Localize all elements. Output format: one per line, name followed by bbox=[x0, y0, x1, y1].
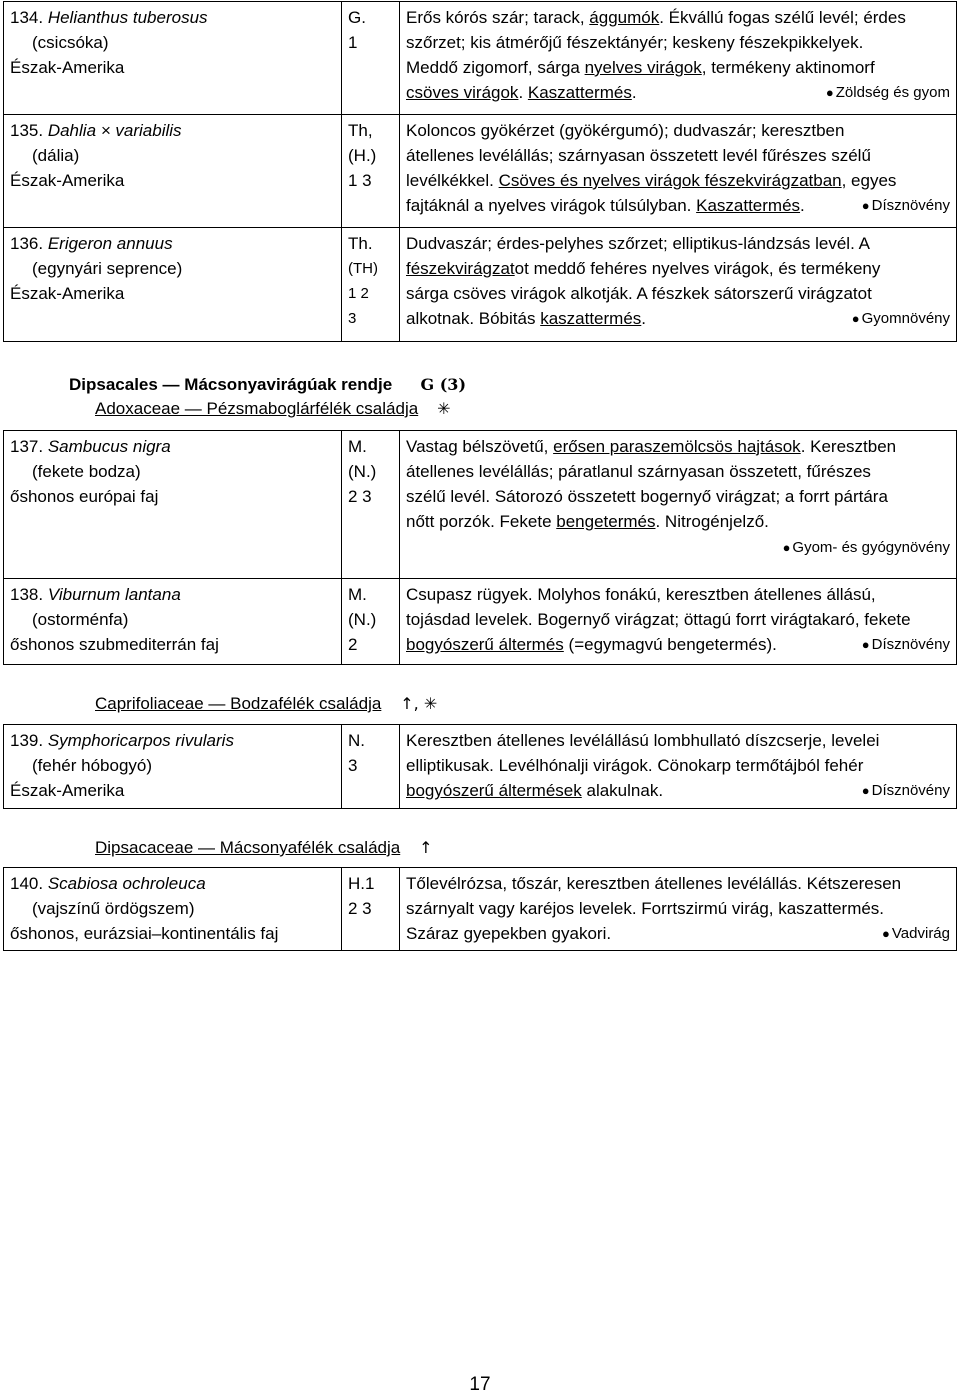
text: . Nitrogénjelző. bbox=[655, 512, 769, 531]
life-form-cell bbox=[342, 115, 400, 228]
life-form-cell bbox=[342, 579, 400, 665]
origin: Észak-Amerika bbox=[10, 781, 125, 800]
bullet-icon: ● bbox=[861, 198, 870, 213]
value-code: 1 2 bbox=[348, 285, 369, 302]
description-cell bbox=[400, 431, 957, 579]
usage-label: Dísznövény bbox=[871, 197, 950, 214]
bullet-icon: ● bbox=[861, 637, 870, 652]
description-cell bbox=[400, 228, 957, 342]
description-cell bbox=[400, 579, 957, 665]
latin-name: Sambucus nigra bbox=[47, 437, 171, 456]
table-row bbox=[4, 2, 957, 115]
text: Kaszattermés bbox=[696, 196, 801, 215]
usage-label: Gyom- és gyógynövény bbox=[792, 539, 950, 556]
origin: őshonos európai faj bbox=[10, 487, 159, 506]
text: (=egymagvú bengetermés). bbox=[563, 635, 777, 654]
description-cell bbox=[400, 725, 957, 809]
text: átellenes levélállás; szárnyasan összetett levél fűrészes szélű bbox=[406, 146, 871, 165]
latin-name: Dahlia × variabilis bbox=[47, 121, 182, 140]
text: Erős kórós szár; tarack, bbox=[406, 8, 590, 27]
usage-label: Zöldség és gyom bbox=[835, 84, 950, 101]
flower-formula: G (3) bbox=[420, 375, 467, 394]
species-name-cell bbox=[4, 115, 342, 228]
origin: őshonos szubmediterrán faj bbox=[10, 635, 219, 654]
text: Csupasz rügyek. Molyhos fonákú, keresztben átellenes állású, bbox=[406, 585, 876, 604]
life-form-code: M. bbox=[348, 437, 367, 456]
text: szélű levél. Sátorozó összetett bogernyő virágzat; a forrt pártára bbox=[406, 487, 888, 506]
bullet-icon: ● bbox=[825, 85, 834, 100]
text: kaszattermés bbox=[540, 309, 642, 328]
usage-label: Gyomnövény bbox=[861, 310, 950, 327]
page-number: 17 bbox=[469, 1374, 491, 1395]
value-code: 1 bbox=[348, 33, 358, 52]
species-name-cell bbox=[4, 431, 342, 579]
family-title: Dipsacaceae — Mácsonyafélék családja bbox=[95, 838, 401, 857]
common-name: (dália) bbox=[32, 146, 80, 165]
latin-name: Scabiosa ochroleuca bbox=[47, 874, 206, 893]
text: Meddő zigomorf, sárga bbox=[406, 58, 585, 77]
common-name: (egynyári seprence) bbox=[32, 259, 183, 278]
species-table-140 bbox=[3, 867, 957, 951]
text: elliptikusak. Levélhónalji virágok. Cönokarp termőtájból fehér bbox=[406, 756, 864, 775]
species-table-139 bbox=[3, 724, 957, 809]
usage-tag bbox=[783, 539, 950, 556]
common-name: (csicsóka) bbox=[32, 33, 109, 52]
usage-tag bbox=[882, 921, 950, 946]
family-title: Adoxaceae — Pézsmaboglárfélék családja bbox=[95, 399, 419, 418]
life-form-cell bbox=[342, 2, 400, 115]
value-code: 3 bbox=[348, 756, 358, 775]
species-table-top bbox=[3, 1, 957, 342]
zygomorphic-symbol-icon: ↑ bbox=[419, 838, 433, 857]
life-form-code: H.1 bbox=[348, 874, 375, 893]
table-row bbox=[4, 431, 957, 579]
text: , termékeny aktinomorf bbox=[701, 58, 875, 77]
text: erősen paraszemölcsös hajtások bbox=[553, 437, 801, 456]
text: fészekvirágzat bbox=[406, 259, 515, 278]
text: Száraz gyepekben gyakori. bbox=[406, 924, 612, 943]
text: bogyószerű áltermések bbox=[406, 781, 582, 800]
text: szőrzet; kis átmérőjű fészektányér; keskeny fészekpikkelyek. bbox=[406, 33, 864, 52]
text: . bbox=[641, 309, 647, 328]
table-row bbox=[4, 868, 957, 951]
life-form-cell bbox=[342, 431, 400, 579]
species-number: 139. bbox=[10, 731, 44, 750]
usage-label: Dísznövény bbox=[871, 782, 950, 799]
species-name-cell bbox=[4, 2, 342, 115]
life-form-code: G. bbox=[348, 8, 366, 27]
text: levélkékkel. bbox=[406, 171, 499, 190]
species-table-middle bbox=[3, 430, 957, 665]
table-row bbox=[4, 228, 957, 342]
text: . bbox=[800, 196, 805, 215]
life-form-code: Th, bbox=[348, 121, 373, 140]
species-number: 137. bbox=[10, 437, 44, 456]
text: bogyószerű áltermés bbox=[406, 635, 564, 654]
symmetry-symbol-icon: ↑, ✳ bbox=[400, 694, 438, 713]
table-row bbox=[4, 115, 957, 228]
origin: Észak-Amerika bbox=[10, 284, 125, 303]
text: nyelves virágok bbox=[584, 58, 702, 77]
life-form-cell bbox=[342, 868, 400, 951]
latin-name: Viburnum lantana bbox=[47, 585, 181, 604]
text: átellenes levélállás; páratlanul szárnyasan összetett, fűrészes bbox=[406, 462, 871, 481]
life-form-cell bbox=[342, 228, 400, 342]
text: Kaszattermés bbox=[527, 83, 632, 102]
text: fajtáknál a nyelves virágok túlsúlyban. bbox=[406, 196, 697, 215]
usage-tag bbox=[826, 80, 950, 105]
species-number: 134. bbox=[10, 8, 44, 27]
life-form-code: N. bbox=[348, 731, 365, 750]
species-name-cell bbox=[4, 579, 342, 665]
life-form-code: (H.) bbox=[348, 146, 377, 165]
text: tojásdad levelek. Bogernyő virágzat; öttagú forrt virágtakaró, fekete bbox=[406, 610, 911, 629]
text: sárga csöves virágok alkotják. A fészkek sátorszerű virágzatot bbox=[406, 284, 872, 303]
family-heading bbox=[0, 836, 960, 860]
usage-tag bbox=[862, 778, 950, 803]
origin: Észak-Amerika bbox=[10, 171, 125, 190]
text: . bbox=[631, 83, 637, 102]
text: Dudvaszár; érdes-pelyhes szőrzet; elliptikus-lándzsás levél. A bbox=[406, 234, 870, 253]
species-number: 140. bbox=[10, 874, 44, 893]
common-name: (fekete bodza) bbox=[32, 462, 141, 481]
text: Vastag bélszövetű, bbox=[406, 437, 554, 456]
text: ággumók bbox=[589, 8, 660, 27]
value-code: 2 bbox=[348, 635, 358, 654]
text: csöves virágok bbox=[406, 83, 519, 102]
value-code: 2 3 bbox=[348, 899, 372, 918]
value-code: 2 3 bbox=[348, 487, 372, 506]
description-cell bbox=[400, 2, 957, 115]
life-form-code: (N.) bbox=[348, 462, 377, 481]
species-number: 135. bbox=[10, 121, 44, 140]
common-name: (fehér hóbogyó) bbox=[32, 756, 153, 775]
text: Koloncos gyökérzet (gyökérgumó); dudvaszár; keresztben bbox=[406, 121, 845, 140]
latin-name: Symphoricarpos rivularis bbox=[47, 731, 234, 750]
value-code: 1 3 bbox=[348, 171, 372, 190]
text: , egyes bbox=[841, 171, 897, 190]
text: . Keresztben bbox=[800, 437, 897, 456]
latin-name: Helianthus tuberosus bbox=[47, 8, 208, 27]
text: nőtt porzók. Fekete bbox=[406, 512, 557, 531]
usage-tag bbox=[852, 306, 950, 331]
latin-name: Erigeron annuus bbox=[47, 234, 173, 253]
text: Tőlevélrózsa, tőszár, keresztben átellenes levélállás. Kétszeresen bbox=[406, 874, 902, 893]
text: Csöves és nyelves virágok fészekvirágzatban bbox=[498, 171, 842, 190]
usage-label: Vadvirág bbox=[891, 925, 950, 942]
table-row bbox=[4, 725, 957, 809]
actinomorphic-symbol-icon: ✳ bbox=[437, 399, 451, 418]
life-form-code: M. bbox=[348, 585, 367, 604]
order-title: Dipsacales — Mácsonyavirágúak rendje bbox=[69, 375, 393, 394]
description-cell bbox=[400, 868, 957, 951]
text: alakulnak. bbox=[581, 781, 664, 800]
common-name: (vajszínű ördögszem) bbox=[32, 899, 195, 918]
usage-tag bbox=[862, 193, 950, 218]
life-form-code: Th. bbox=[348, 234, 373, 253]
bullet-icon: ● bbox=[861, 783, 870, 798]
text: . Ékvállú fogas szélű levél; érdes bbox=[659, 8, 906, 27]
text: bengetermés bbox=[556, 512, 656, 531]
order-heading bbox=[0, 373, 960, 421]
life-form-code: (TH) bbox=[348, 260, 378, 277]
bullet-icon: ● bbox=[782, 540, 791, 555]
text: alkotnak. Bóbitás bbox=[406, 309, 541, 328]
species-number: 138. bbox=[10, 585, 44, 604]
life-form-cell bbox=[342, 725, 400, 809]
text: . bbox=[518, 83, 528, 102]
bullet-icon: ● bbox=[882, 926, 890, 941]
family-heading bbox=[0, 692, 960, 716]
value-code: 3 bbox=[348, 310, 357, 327]
usage-label: Dísznövény bbox=[871, 636, 950, 653]
origin: őshonos, eurázsiai–kontinentális faj bbox=[10, 924, 279, 943]
origin: Észak-Amerika bbox=[10, 58, 125, 77]
family-title: Caprifoliaceae — Bodzafélék családja bbox=[95, 694, 382, 713]
species-name-cell bbox=[4, 868, 342, 951]
text: Keresztben átellenes levélállású lombhullató díszcserje, levelei bbox=[406, 731, 880, 750]
description-cell bbox=[400, 115, 957, 228]
bullet-icon: ● bbox=[851, 311, 860, 326]
text: szárnyalt vagy karéjos levelek. Forrtszirmú virág, kaszattermés. bbox=[406, 899, 885, 918]
common-name: (ostorménfa) bbox=[32, 610, 129, 629]
life-form-code: (N.) bbox=[348, 610, 377, 629]
text: ot meddő fehéres nyelves virágok, és termékeny bbox=[514, 259, 881, 278]
usage-tag bbox=[862, 632, 950, 657]
species-name-cell bbox=[4, 725, 342, 809]
species-number: 136. bbox=[10, 234, 44, 253]
table-row bbox=[4, 579, 957, 665]
species-name-cell bbox=[4, 228, 342, 342]
